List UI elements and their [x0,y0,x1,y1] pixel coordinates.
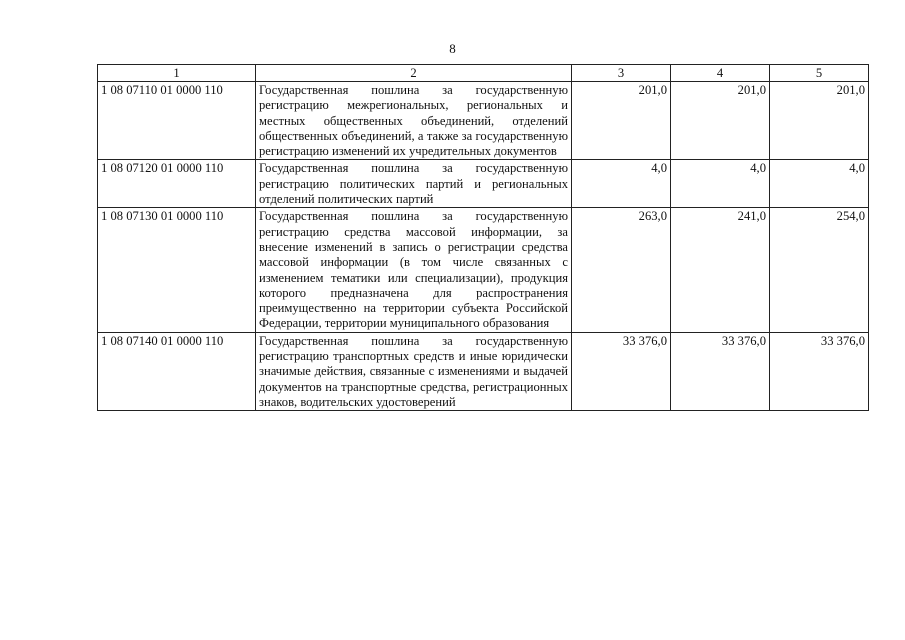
income-code-cell: 1 08 07140 01 0000 110 [98,332,256,410]
column-header-5: 5 [770,65,869,82]
value-cell-col5: 254,0 [770,208,869,332]
column-header-4: 4 [671,65,770,82]
table-row [98,208,869,332]
value-cell-col4: 201,0 [671,82,770,160]
value-cell-col5: 4,0 [770,160,869,208]
column-header-2: 2 [256,65,572,82]
table-body [98,82,869,411]
value-cell-col4: 33 376,0 [671,332,770,410]
revenue-table [97,64,869,411]
value-cell-col5: 33 376,0 [770,332,869,410]
description-cell: Государственная пошлина за государственную регистрацию средства массовой информации, за внесение изменений в запись о регистрации средства массовой информации (в том числе связанных с изменением тематики или специализации), продукция которого предназначена для распространения преимущественно на территории субъекта Российской Федерации, территории муниципального образования [256,208,572,332]
value-cell-col3: 201,0 [572,82,671,160]
value-cell-col4: 4,0 [671,160,770,208]
column-header-1: 1 [98,65,256,82]
header-row [98,65,869,82]
table-row [98,82,869,160]
column-header-3: 3 [572,65,671,82]
income-code-cell: 1 08 07130 01 0000 110 [98,208,256,332]
table-row [98,160,869,208]
table-header [98,65,869,82]
income-code-cell: 1 08 07120 01 0000 110 [98,160,256,208]
value-cell-col4: 241,0 [671,208,770,332]
value-cell-col3: 33 376,0 [572,332,671,410]
value-cell-col5: 201,0 [770,82,869,160]
description-cell: Государственная пошлина за государственную регистрацию межрегиональных, региональных и местных общественных объединений, отделений общественных объединений, а также за государственную регистрацию изменений их учредительных документов [256,82,572,160]
value-cell-col3: 4,0 [572,160,671,208]
description-cell: Государственная пошлина за государственную регистрацию транспортных средств и иные юридически значимые действия, связанные с изменениями и выдачей документов на транспортные средства, регистрационных знаков, водительских удостоверений [256,332,572,410]
page-number: 8 [449,41,456,56]
value-cell-col3: 263,0 [572,208,671,332]
description-cell: Государственная пошлина за государственную регистрацию политических партий и региональных отделений политических партий [256,160,572,208]
income-code-cell: 1 08 07110 01 0000 110 [98,82,256,160]
table-row [98,332,869,410]
